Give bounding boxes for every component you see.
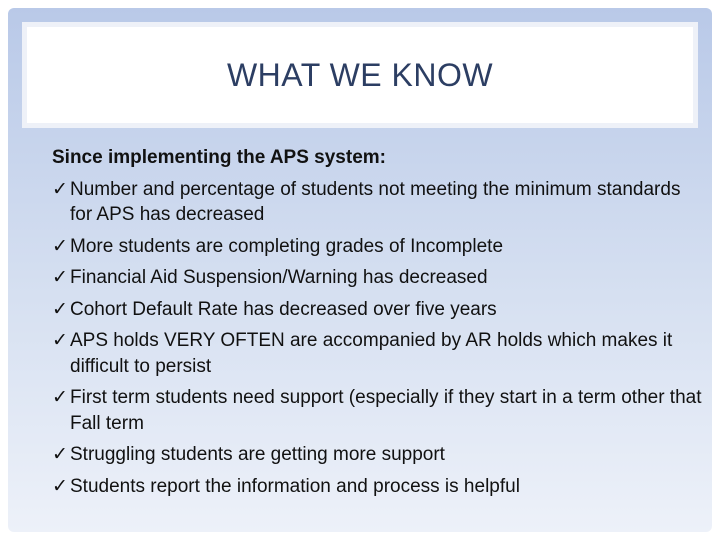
bullet-item: [52, 474, 702, 500]
bullet-item: [52, 297, 702, 323]
bullet-text: First term students need support (especially if they start in a term other that Fall term: [70, 387, 702, 434]
bullet-item: [52, 385, 702, 436]
bullet-text: Students report the information and process is helpful: [70, 475, 520, 497]
bullet-text: Struggling students are getting more support: [70, 444, 445, 465]
checkmark-icon: ✓: [52, 330, 68, 351]
checkmark-icon: ✓: [52, 387, 68, 408]
bullet-item: [52, 442, 702, 468]
slide-title: WHAT WE KNOW: [226, 57, 494, 93]
bullet-text: Financial Aid Suspension/Warning has decreased: [70, 267, 488, 288]
slide: [8, 8, 712, 532]
checkmark-icon: ✓: [52, 178, 68, 200]
bullet-item: [52, 328, 702, 379]
intro-text: Since implementing the APS system:: [52, 147, 386, 168]
checkmark-icon: ✓: [52, 235, 68, 257]
bullet-text: More students are completing grades of Incomplete: [70, 235, 504, 257]
checkmark-icon: ✓: [52, 298, 68, 320]
checkmark-icon: ✓: [52, 267, 68, 288]
checkmark-icon: ✓: [52, 475, 68, 497]
bullet-text: Number and percentage of students not meeting the minimum standards for APS has decreased: [70, 178, 681, 225]
bullet-text: APS holds VERY OFTEN are accompanied by AR holds which makes it difficult to persist: [70, 330, 673, 377]
bullet-item: [52, 234, 702, 260]
slide-content: [52, 145, 702, 505]
bullet-text: Cohort Default Rate has decreased over five years: [70, 298, 497, 320]
bullet-item: [52, 265, 702, 291]
title-box: [22, 22, 698, 128]
checkmark-icon: ✓: [52, 444, 68, 465]
bullet-item: [52, 177, 702, 228]
